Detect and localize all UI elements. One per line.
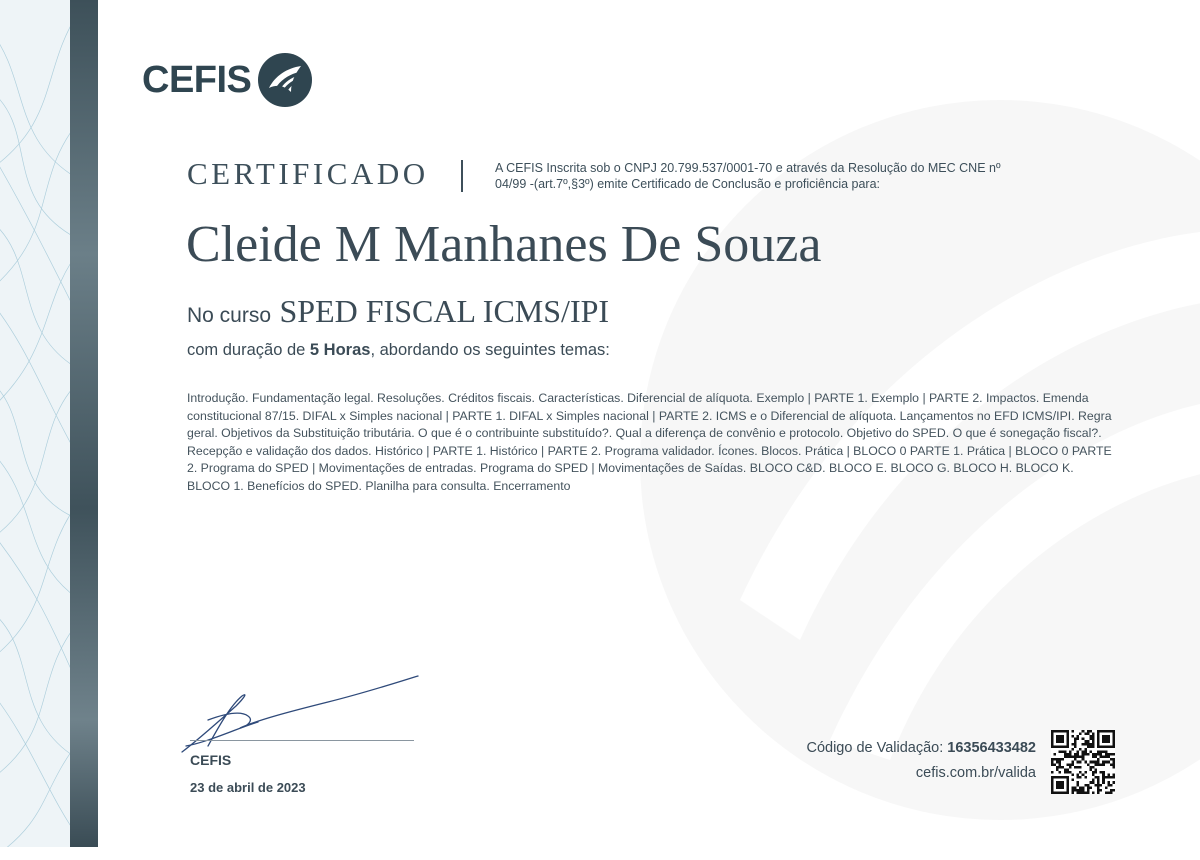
validation-code: 16356433482 [947,740,1036,756]
qr-code[interactable] [1051,730,1115,794]
signature-graphic [178,670,428,760]
course-line [187,293,609,330]
signer-name: CEFIS [190,752,232,768]
signature-line [190,740,414,741]
recipient-name: Cleide M Manhanes De Souza [186,216,822,273]
certificate-title: CERTIFICADO [187,156,429,191]
validation-url[interactable]: cefis.com.br/valida [915,765,1036,781]
decorative-side-pattern [0,0,70,847]
validation-label: Código de Validação: [806,740,944,756]
side-band [70,0,98,847]
title-divider [461,160,463,192]
validation-code-line [806,740,1036,756]
logo-wordmark: CEFIS [142,58,252,101]
course-name: SPED FISCAL ICMS/IPI [279,293,610,329]
issuer-statement: A CEFIS Inscrita sob o CNPJ 20.799.537/0001-70 e através da Resolução do MEC CNE nº 04/99 -(art.7º,§3º) emite Certificado de Conclusão e proficiência para: [495,161,1001,191]
duration-value: 5 Horas [309,341,371,359]
course-topics: Introdução. Fundamentação legal. Resoluções. Créditos fiscais. Características. Diferencial de alíquota. Exemplo | PARTE 1. Exemplo | PARTE 2. Impactos. Emenda constitucional 87/15. DIFAL x Simples nacional | PARTE 1. DIFAL x Simples nacional | PARTE 2. ICMS e o Diferencial de alíquota. Lançamentos no EFD ICMS/IPI. Regra geral. Objetivos da Substituição tributária. O que é o contribuinte substituído?. Qual a diferença de convênio e protocolo. Objetivo do SPED. O que é sonegação fiscal?. Recepção e validação dos dados. Histórico | PARTE 1. Histórico | PARTE 2. Programa validador. Ícones. Blocos. Prática | BLOCO 0 PARTE 1. Prática | BLOCO 0 PARTE 2. Programa do SPED | Movimentações de entradas. Programa do SPED | Movimentações de Saídas. BLOCO C&D. BLOCO E. BLOCO G. BLOCO H. BLOCO K. BLOCO 1. Benefícios do SPED. Planilha para consulta. Encerramento [187,391,1112,493]
course-prefix: No curso [187,304,272,327]
logo-emblem-icon [257,52,313,108]
duration-suffix: , abordando os seguintes temas: [370,341,610,359]
duration-prefix: com duração de [187,341,306,359]
issue-date: 23 de abril de 2023 [190,780,306,795]
validation-block [806,740,1036,781]
duration-line [187,341,610,360]
cefis-logo [142,52,313,108]
